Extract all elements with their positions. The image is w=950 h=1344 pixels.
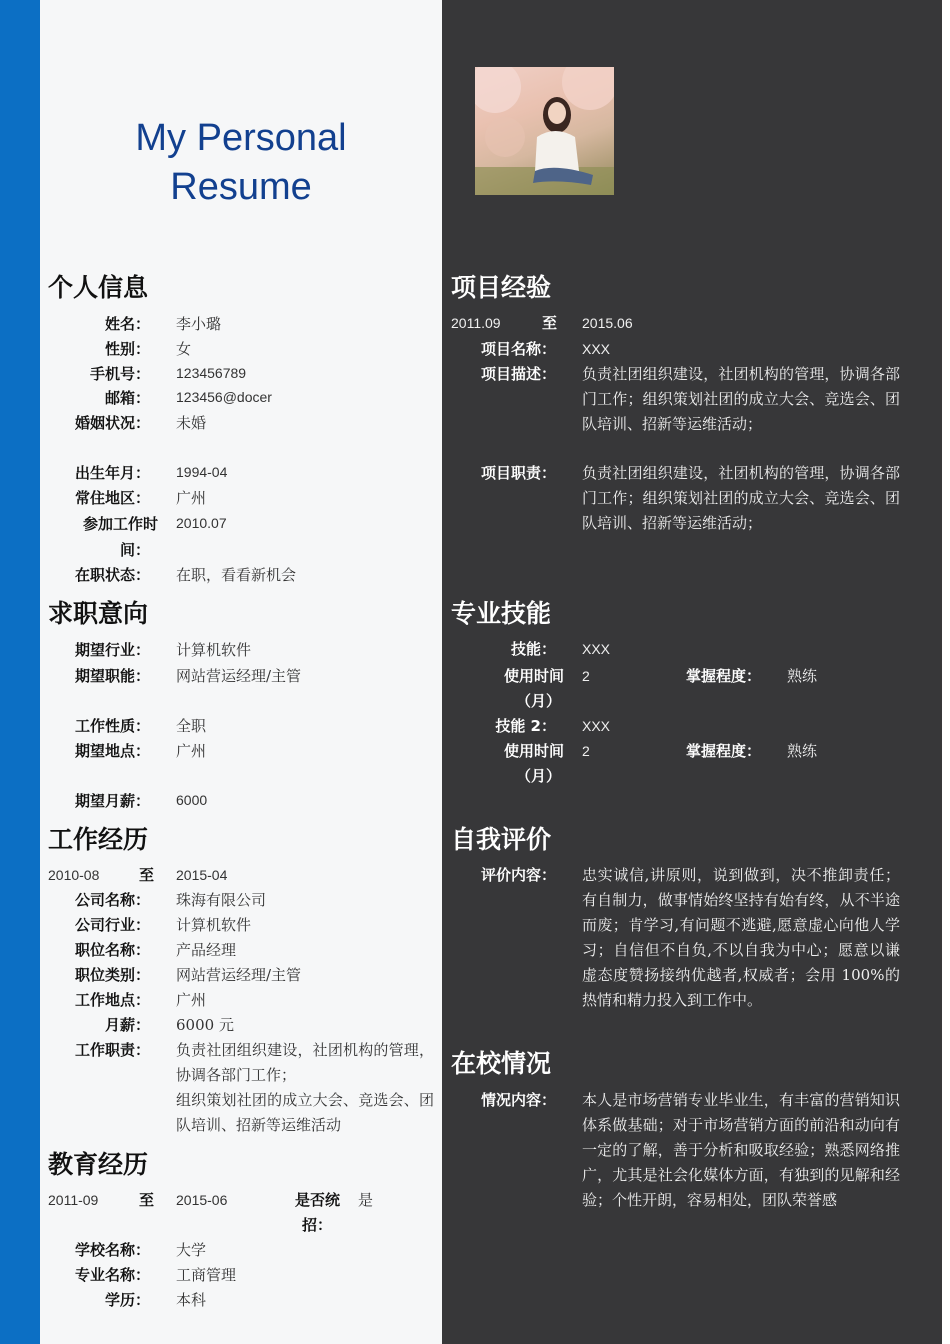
duty-text-2: 组织策划社团的成立大会、竞选会、团队培训、招新等运维活动	[176, 1091, 434, 1134]
industry-value: 计算机软件	[176, 641, 252, 659]
company-value: 珠海有限公司	[176, 891, 267, 909]
project-end-date: 2015.06	[582, 315, 633, 331]
skill2-time-label-line2: （月）	[515, 767, 561, 785]
work-start-label-line1: 参加工作时	[82, 515, 158, 533]
email-label: 邮箱：	[104, 389, 150, 407]
gender-label: 性别：	[104, 340, 150, 358]
position-label: 期望职能：	[74, 667, 150, 685]
project-heading: 项目经验	[451, 273, 552, 302]
work-type-value: 全职	[176, 717, 207, 735]
name-label: 姓名：	[104, 315, 150, 333]
email-value: 123456@docer	[176, 389, 272, 405]
work-start-value: 2010.07	[176, 515, 227, 531]
skill1-value: XXX	[582, 641, 611, 657]
project-start-date: 2011.09	[451, 315, 501, 331]
campus-heading: 在校情况	[451, 1049, 552, 1078]
skills-heading: 专业技能	[451, 599, 552, 628]
self-eval-label: 评价内容：	[480, 866, 556, 884]
profile-photo-illustration	[475, 67, 614, 195]
self-eval-heading: 自我评价	[451, 825, 552, 854]
skill2-value: XXX	[582, 718, 611, 734]
phone-value: 123456789	[176, 365, 247, 381]
birth-value: 1994-04	[176, 464, 228, 480]
resume-title-line1: My Personal	[135, 117, 347, 159]
residence-label: 常住地区：	[74, 489, 150, 507]
salary-label: 期望月薪：	[74, 792, 150, 810]
job-category-value: 网站营运经理/主管	[176, 966, 302, 984]
skill2-level-label: 掌握程度：	[686, 742, 762, 760]
major-label: 专业名称：	[74, 1266, 150, 1284]
monthly-salary-label: 月薪：	[104, 1016, 150, 1034]
accent-bar	[0, 0, 40, 1344]
campus-label: 情况内容：	[480, 1091, 556, 1109]
marital-value: 未婚	[176, 414, 207, 432]
campus-text: 本人是市场营销专业毕业生，有丰富的营销知识体系做基础；对于市场营销方面的前沿和动向有一定的了解，善于分析和吸取经验；熟悉网络推广，尤其是社会化媒体方面，有独到的见解和经验；个性开朗，容易相处，团队荣誉感	[582, 1091, 900, 1209]
birth-label: 出生年月：	[74, 464, 150, 482]
edu-start-date: 2011-09	[48, 1192, 99, 1208]
duty-text-1: 负责社团组织建设，社团机构的管理，协调各部门工作；	[176, 1041, 434, 1084]
job-title-value: 产品经理	[176, 941, 237, 959]
work-history-heading: 工作经历	[48, 825, 149, 854]
position-value: 网站营运经理/主管	[176, 667, 302, 685]
project-date-separator: 至	[541, 314, 557, 332]
major-value: 工商管理	[176, 1266, 237, 1284]
school-label: 学校名称：	[74, 1241, 150, 1259]
location-value: 广州	[176, 742, 207, 760]
company-industry-label: 公司行业：	[74, 916, 150, 934]
project-name-value: XXX	[582, 341, 611, 357]
edu-end-date: 2015-06	[176, 1192, 228, 1208]
job-intent-heading: 求职意向	[48, 599, 149, 628]
residence-value: 广州	[176, 489, 207, 507]
unified-value: 是	[358, 1191, 374, 1209]
personal-info-heading: 个人信息	[48, 273, 149, 302]
skill2-time-value: 2	[582, 743, 590, 759]
project-role-label: 项目职责：	[480, 464, 556, 482]
page-edge	[942, 0, 950, 1344]
education-heading: 教育经历	[48, 1150, 149, 1179]
project-role-text: 负责社团组织建设，社团机构的管理，协调各部门工作；组织策划社团的成立大会、竞选会、团队培训、招新等运维活动；	[582, 464, 900, 532]
project-desc-text: 负责社团组织建设，社团机构的管理，协调各部门工作；组织策划社团的成立大会、竞选会、团队培训、招新等运维活动；	[582, 365, 900, 433]
status-value: 在职，看看新机会	[176, 566, 297, 584]
edu-date-separator: 至	[138, 1191, 154, 1209]
resume-title	[40, 114, 442, 212]
location-label: 期望地点：	[74, 742, 150, 760]
work-start-label-line2: 间：	[119, 541, 150, 559]
duty-label: 工作职责：	[74, 1041, 150, 1059]
work-location-label: 工作地点：	[74, 991, 150, 1009]
skill1-level-label: 掌握程度：	[686, 667, 762, 685]
project-desc-label: 项目描述：	[480, 365, 556, 383]
skill1-time-label-line2: （月）	[515, 692, 561, 710]
degree-label: 学历：	[104, 1291, 150, 1309]
status-label: 在职状态：	[74, 566, 150, 584]
work-location-value: 广州	[176, 991, 207, 1009]
work-date-separator: 至	[138, 866, 154, 884]
industry-label: 期望行业：	[74, 641, 150, 659]
work-end-date: 2015-04	[176, 867, 228, 883]
skill1-time-label-line1: 使用时间	[503, 667, 564, 685]
gender-value: 女	[176, 340, 192, 358]
job-category-label: 职位类别：	[74, 966, 150, 984]
salary-value: 6000	[176, 792, 208, 808]
skill2-level-value: 熟练	[787, 742, 818, 760]
skill2-time-label-line1: 使用时间	[503, 742, 564, 760]
self-eval-text: 忠实诚信,讲原则，说到做到，决不推卸责任；有自制力，做事情始终坚持有始有终，从不半途而废；肯学习,有问题不逃避,愿意虚心向他人学习；自信但不自负,不以自我为中心；愿意以谦虚态度赞扬接纳优越者,权威者；会用 100%的热情和精力投入到工作中。	[582, 866, 900, 1009]
unified-label-line1: 是否统	[294, 1191, 340, 1209]
name-value: 李小璐	[176, 315, 222, 333]
profile-photo	[475, 67, 614, 195]
monthly-salary-value: 6000 元	[176, 1016, 234, 1034]
skill1-label: 技能：	[510, 640, 556, 658]
phone-label: 手机号：	[89, 365, 150, 383]
unified-label-line2: 招：	[301, 1216, 332, 1234]
work-type-label: 工作性质：	[74, 717, 150, 735]
resume-title-line2: Resume	[170, 166, 312, 208]
work-start-date: 2010-08	[48, 867, 100, 883]
skill1-level-value: 熟练	[787, 667, 818, 685]
skill2-label: 技能 2：	[495, 717, 556, 735]
school-value: 大学	[176, 1241, 207, 1259]
degree-value: 本科	[176, 1291, 207, 1309]
skill1-time-value: 2	[582, 668, 590, 684]
project-name-label: 项目名称：	[480, 340, 556, 358]
company-label: 公司名称：	[74, 891, 150, 909]
job-title-label: 职位名称：	[74, 941, 150, 959]
marital-label: 婚姻状况：	[74, 414, 150, 432]
company-industry-value: 计算机软件	[176, 916, 252, 934]
